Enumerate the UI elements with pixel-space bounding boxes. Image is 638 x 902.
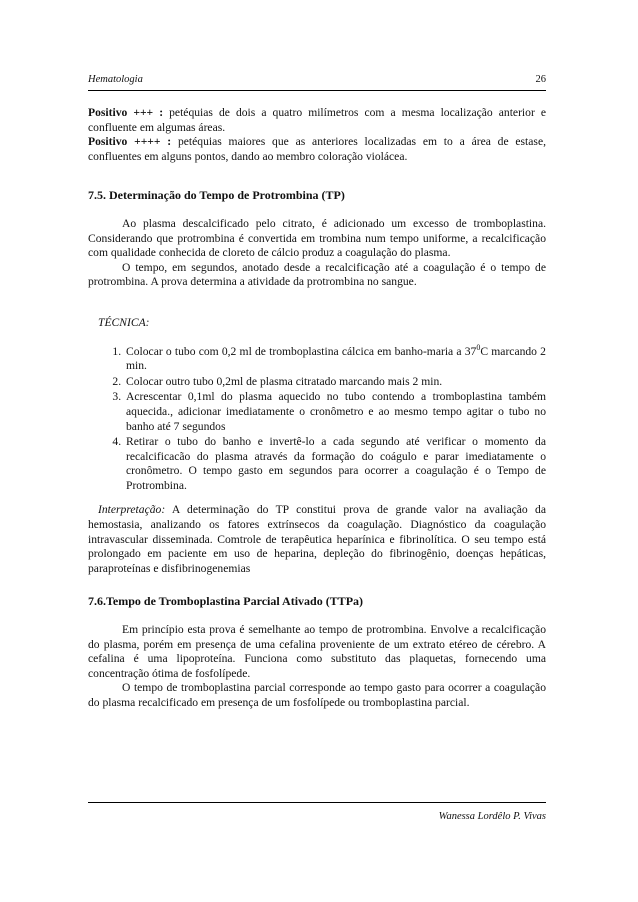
positivo-3-paragraph (88, 106, 546, 135)
tecnica-step-3: 3. Acrescentar 0,1ml do plasma aquecido no tubo contendo a tromboplastina também aquecida., adicionar imediatamente o cronômetro e ao mesmo tempo agitar o tubo no banho até 7 segundos (124, 390, 546, 434)
step-1-text-a: Colocar o tubo com 0,2 ml de tromboplastina cálcica em banho-maria a 37 (126, 344, 477, 358)
page-header (88, 72, 546, 91)
tecnica-steps (88, 342, 546, 494)
positivo-3-term: Positivo +++ : (88, 106, 164, 119)
positivo-4-paragraph (88, 135, 546, 164)
step-1-text-b: C marcando 2 min. (126, 344, 546, 373)
section-7-5-title: 7.5. Determinação do Tempo de Protrombina (TP) (88, 188, 345, 203)
tecnica-step-4: 4. Retirar o tubo do banho e invertê-lo a cada segundo até verificar o momento da recalcificacão do plasma através da formação do coágulo e parar imediatamente o cronômetro. O tempo gasto em segundos para ocorrer a coagulação é o Tempo de Protrombina. (124, 435, 546, 493)
tecnica-label: TÉCNICA: (98, 315, 150, 329)
footer-author: Wanessa Lordêlo P. Vivas (438, 811, 546, 822)
step-1-superscript: 0 (476, 342, 481, 352)
positivo-3-text: petéquias de dois a quatro milímetros com a mesma localização anterior e confluente em algumas áreas. (88, 106, 547, 134)
interpretacao-label: Interpretação: (98, 503, 166, 517)
section-7-6-paragraph-2: O tempo de tromboplastina parcial corresponde ao tempo gasto para ocorrer a coagulação do plasma recalcificado em presença de um fosfolípede ou tromboplastina parcial. (88, 681, 546, 709)
page-content (88, 106, 546, 711)
positivo-4-text: petéquias maiores que as anteriores localizadas em to a área de estase, confluentes em alguns pontos, dando ao membro coloração violácea. (88, 135, 546, 163)
page-footer (88, 802, 546, 822)
section-7-6-title: 7.6.Tempo de Tromboplastina Parcial Ativado (TTPa) (88, 594, 364, 609)
interpretacao-text: A determinação do TP constitui prova de grande valor na avaliação da hemostasia, analizando os fatores extrínsecos da coagulação. Diagnóstico da coagulação intravascular disseminada. Comtrole de terapêutica heparínica e fibrinolítica. O seu tempo está prolongado em paciente em uso de heparina, depleção do fibrinogênio, doenças hepáticas, paraproteínas e disfibrinogenemias (88, 503, 546, 575)
interpretacao-paragraph (88, 503, 546, 576)
section-7-5-paragraph-2: O tempo, em segundos, anotado desde a recalcificação até a coagulação é o tempo de protrombina. A prova determina a atividade da protrombina no sangue. (88, 260, 546, 289)
header-title: Hematologia (88, 74, 143, 85)
page-number: 26 (535, 74, 546, 85)
tecnica-step-1 (124, 342, 546, 374)
positivo-4-term: Positivo ++++ : (88, 135, 172, 149)
tecnica-step-2: 2. Colocar outro tubo 0,2ml de plasma citratado marcando mais 2 min. (124, 375, 546, 390)
section-7-6-paragraph-1: Em princípio esta prova é semelhante ao tempo de protrombina. Envolve a recalcificação do plasma, porém em presença de uma cefalina proveniente de um extrato etéreo de cérebro. A cefalina é uma lipoproteína. Funciona como substituto das plaquetas, fornecendo uma concentração ótima de fosfolípede. (88, 623, 546, 680)
section-7-5-paragraph-1: Ao plasma descalcificado pelo citrato, é adicionado um excesso de tromboplastina. Considerando que protrombina é convertida em trombina num tempo uniforme, a recalcificação com qualidade conhecida de cloreto de cálcio produz a coagulação do plasma. (88, 216, 546, 260)
